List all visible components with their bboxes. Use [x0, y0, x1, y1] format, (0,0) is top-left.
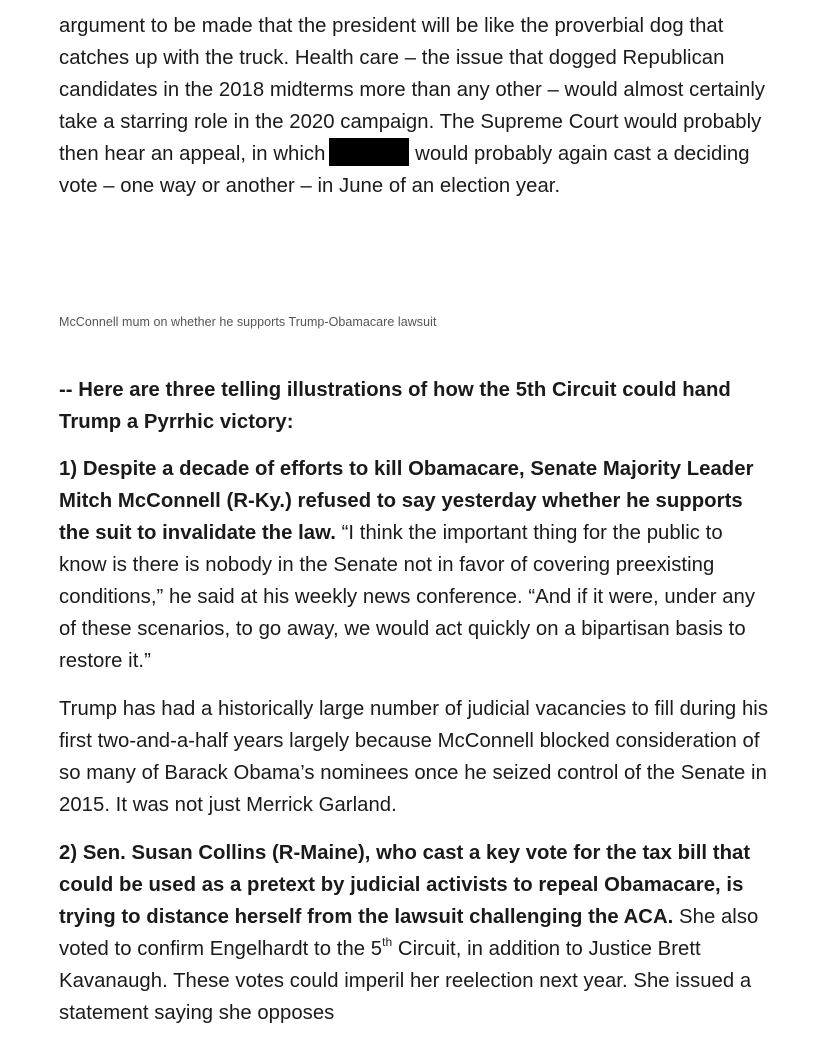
trump-paragraph: Trump has had a historically large number of judicial vacancies to fill during his first two-and-a-half years largely because McConnell blocked consideration of so many of Barack Obama’s nominees once he seized control of the Senate in 2015. It was not just Merrick Garland. [59, 698, 769, 816]
trump-paragraph-container [59, 693, 771, 821]
item-1-container [59, 453, 771, 677]
item-2-text-after-sup: Circuit, in addition to Justice Brett Kavanaugh. These votes could imperil her reelection next year. She issued a statement saying she opposes [59, 938, 752, 1024]
redaction-block [329, 138, 409, 166]
item-2-text-before-sup: She also voted to confirm Engelhardt to the 5 [59, 906, 759, 960]
image-caption: McConnell mum on whether he supports Trump-Obamacare lawsuit [59, 315, 437, 329]
item-2-container [59, 837, 771, 1029]
item-2-superscript: th [382, 935, 393, 949]
opening-paragraph-container [59, 10, 771, 202]
item-2-paragraph [59, 837, 771, 1029]
opening-paragraph [59, 10, 771, 202]
section-intro: -- Here are three telling illustrations of how the 5th Circuit could hand Trump a Pyrrhic victory: [59, 379, 731, 433]
section-intro-container [59, 374, 771, 438]
opening-text-after-redaction: would probably again cast a deciding vote – one way or another – in June of an election year. [59, 143, 750, 197]
item-2-bold-lead: 2) Sen. Susan Collins (R-Maine), who cast a key vote for the tax bill that could be used as a pretext by judicial activists to repeal Obamacare, is trying to distance herself from the lawsuit challenging the ACA. [59, 842, 751, 928]
item-1-text: “I think the important thing for the public to know is there is nobody in the Senate not in favor of covering preexisting conditions,” he said at his weekly news conference. “And if it were, under any of these scenarios, to go away, we would act quickly on a bipartisan basis to restore it.” [59, 522, 756, 672]
item-1-bold-lead: 1) Despite a decade of efforts to kill Obamacare, Senate Majority Leader Mitch McConnell (R-Ky.) refused to say yesterday whether he supports the suit to invalidate the law. [59, 458, 754, 544]
opening-text-before-redaction: argument to be made that the president will be like the proverbial dog that catches up with the truck. Health care – the issue that dogged Republican candidates in the 2018 midterms more than any other – would almost certainly take a starring role in the 2020 campaign. The Supreme Court would probably then hear an appeal, in which [59, 15, 766, 165]
item-1-paragraph [59, 453, 771, 677]
